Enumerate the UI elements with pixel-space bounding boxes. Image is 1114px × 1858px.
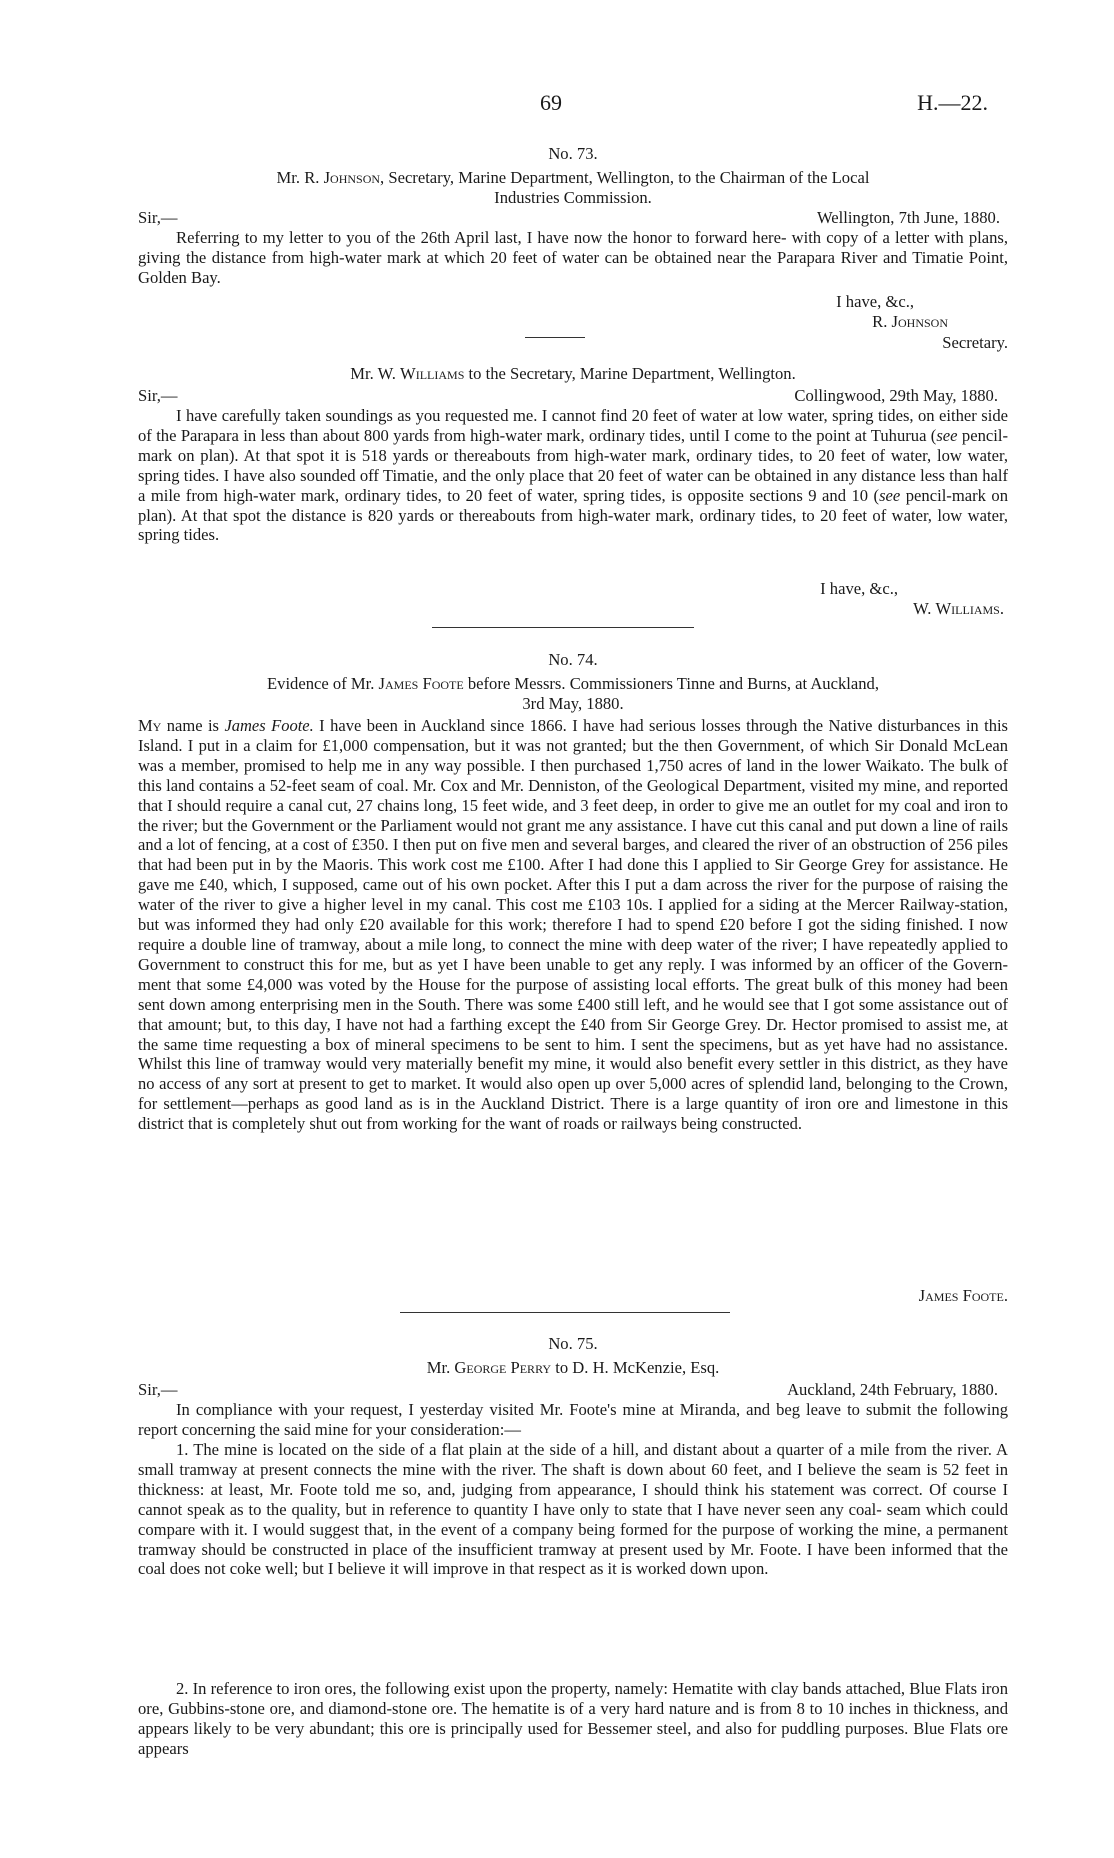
evidence-74-date: 3rd May, 1880.: [522, 694, 624, 713]
letter-73-body: Referring to my letter to you of the 26th April last, I have now the honor to forward here- with copy of a letter with plans, giving the distance from high-water mark at which 20 feet of water can be obtained near the Parapara River and Timatie Point, Golden Bay.: [138, 228, 1008, 287]
evidence-74-signature: James Foote.: [918, 1286, 1008, 1305]
page-number: 69: [540, 90, 562, 115]
enclosure-signatory: W. Williams.: [913, 599, 1004, 618]
letter-73-title: Secretary.: [942, 333, 1008, 352]
letter-75-para-2: 2. In reference to iron ores, the following exist upon the property, namely: Hematite with clay bands attached, Blue Flats iron ore, Gubbins-stone ore, and diamond-stone ore. The hematite is of a very hard nature and is from 8 to 10 inches in thickness, and appears likely to be very abundant; this ore is principally used for Bessemer steel, and also for puddling purposes. Blue Flats ore appears: [138, 1679, 1008, 1758]
section-divider: [432, 627, 694, 628]
section-divider: [400, 1312, 730, 1313]
evidence-74-body: My name is James Foote. I have been in Auckland since 1866. I have had serious losses through the Native disturbances in this Island. I put in a claim for £1,000 compensation, but it was not granted; but the then Government, of which Sir Donald McLean was a member, promised to help me in any way possible. I then purchased 1,750 acres of land in the lower Waikato. The bulk of this land contains a 52-feet seam of coal. Mr. Cox and Mr. Denniston, of the Geological Department, visited my mine, and reported that I should require a canal cut, 27 chains long, 15 feet wide, and 3 feet deep, in order to give me an outlet for my coal and iron to the river; but the Government or the Parliament would not grant me any assistance. I have cut this canal and put down a line of rails and a lot of fencing, at a cost of £350. I then put on five men and several barges, and cleared the river of an obstruction of 256 piles that had been put in by the Maoris. This work cost me £100. After I had done this I applied to Sir George Grey for assistance. He gave me £40, which, I supposed, came out of his own pocket. After this I put a dam across the river for the purpose of raising the water of the river to give a higher level in my canal. This cost me £103 10s. I applied for a siding at the Mercer Railway-station, but was informed they had only £20 available for this work; therefore I had to spend £20 before I got the siding finished. I now require a double line of tramway, about a mile long, to connect the mine with deep water of the river; I have repeatedly applied to Government to construct this for me, but as yet I have been unable to get any reply. I was informed by an officer of the Govern- ment that some £4,000 was voted by the House for the purpose of assisting local efforts. The great bulk of this money had been sent down among enterprising men in the South. There was some £400 still left, and he would see that I got some assistance out of that amount; but, to this day, I have not had a farthing except the £40 from Sir George Grey. Dr. Hector promised to assist me, at the same time requesting a box of mineral specimens to be sent to him. I sent the specimens, but as yet have had no assistance. Whilst this line of tramway would very materially benefit my mine, it would also benefit every settler in this district, as they have no access of any sort at present to get to market. It would also open up over 5,000 acres of splendid land, belonging to the Crown, for settlement—perhaps as good land as is in the Auckland District. There is a large quantity of iron ore and limestone in this district that is completely shut out from working for the want of roads or railways being constructed.: [138, 716, 1008, 1134]
evidence-74-number: No. 74.: [548, 650, 598, 669]
letter-73-signatory: R. Johnson: [872, 312, 948, 331]
letter-73-heading: Mr. R. Johnson, Secretary, Marine Department, Wellington, to the Chairman of the Local: [276, 168, 870, 187]
letter-73-salutation-row: [138, 208, 1008, 228]
place-date: Auckland, 24th February, 1880.: [787, 1380, 998, 1399]
letter-73-closing: I have, &c.,: [836, 292, 914, 311]
place-date: Wellington, 7th June, 1880.: [816, 208, 1000, 227]
salutation: Sir,—: [138, 1380, 178, 1399]
letter-73-number: No. 73.: [548, 144, 598, 163]
enclosure-heading: Mr. W. Williams to the Secretary, Marine Department, Wellington.: [350, 364, 796, 383]
place-date: Collingwood, 29th May, 1880.: [794, 386, 998, 405]
letter-75-intro: In compliance with your request, I yesterday visited Mr. Foote's mine at Miranda, and beg leave to submit the following report concerning the said mine for your consideration:—: [138, 1400, 1008, 1439]
letter-75-salutation-row: [138, 1380, 1008, 1400]
enclosure-body: I have carefully taken soundings as you requested me. I cannot find 20 feet of water at low water, spring tides, on either side of the Parapara in less than about 800 yards from high-water mark, ordinary tides, until I come to the point at Tuhurua (see pencil-mark on plan). At that spot it is 518 yards or thereabouts from high-water mark, ordinary tides, to 20 feet of water, low water, spring tides. I have also sounded off Timatie, and the only place that 20 feet of water can be obtained in any distance less than half a mile from high-water mark, ordinary tides, to 20 feet of water, spring tides, is opposite sections 9 and 10 (see pencil-mark on plan). At that spot the distance is 820 yards or thereabouts from high-water mark, ordinary tides, to 20 feet of water, low water, spring tides.: [138, 406, 1008, 545]
letter-75-number: No. 75.: [548, 1334, 598, 1353]
salutation: Sir,—: [138, 208, 178, 227]
letter-73-heading-cont: Industries Commission.: [494, 188, 652, 207]
letter-75-para-1: 1. The mine is located on the side of a flat plain at the side of a hill, and distant about a quarter of a mile from the river. A small tramway at present connects the mine with the river. The shaft is down about 60 feet, and I believe the seam is 52 feet in thickness: at least, Mr. Foote told me so, and, judging from appearance, I should think his statement was correct. Of course I cannot speak as to the quality, but in reference to quantity I have only to state that I have never seen any coal- seam which could compare with it. I would suggest that, in the event of a company being formed for the purpose of working the mine, a permanent tramway should be constructed in place of the insufficient tramway at present used by Mr. Foote. I have been informed that the coal does not coke well; but I believe it will improve in that respect as it is worked down upon.: [138, 1440, 1008, 1579]
salutation: Sir,—: [138, 386, 178, 405]
letter-75-heading: Mr. George Perry to D. H. McKenzie, Esq.: [426, 1358, 720, 1377]
short-divider: [525, 337, 585, 338]
enclosure-closing: I have, &c.,: [820, 579, 898, 598]
enclosure-salutation-row: [138, 386, 1008, 406]
evidence-74-heading: Evidence of Mr. James Foote before Messrs. Commissioners Tinne and Burns, at Auckland,: [267, 674, 879, 693]
document-reference: H.—22.: [917, 90, 988, 115]
